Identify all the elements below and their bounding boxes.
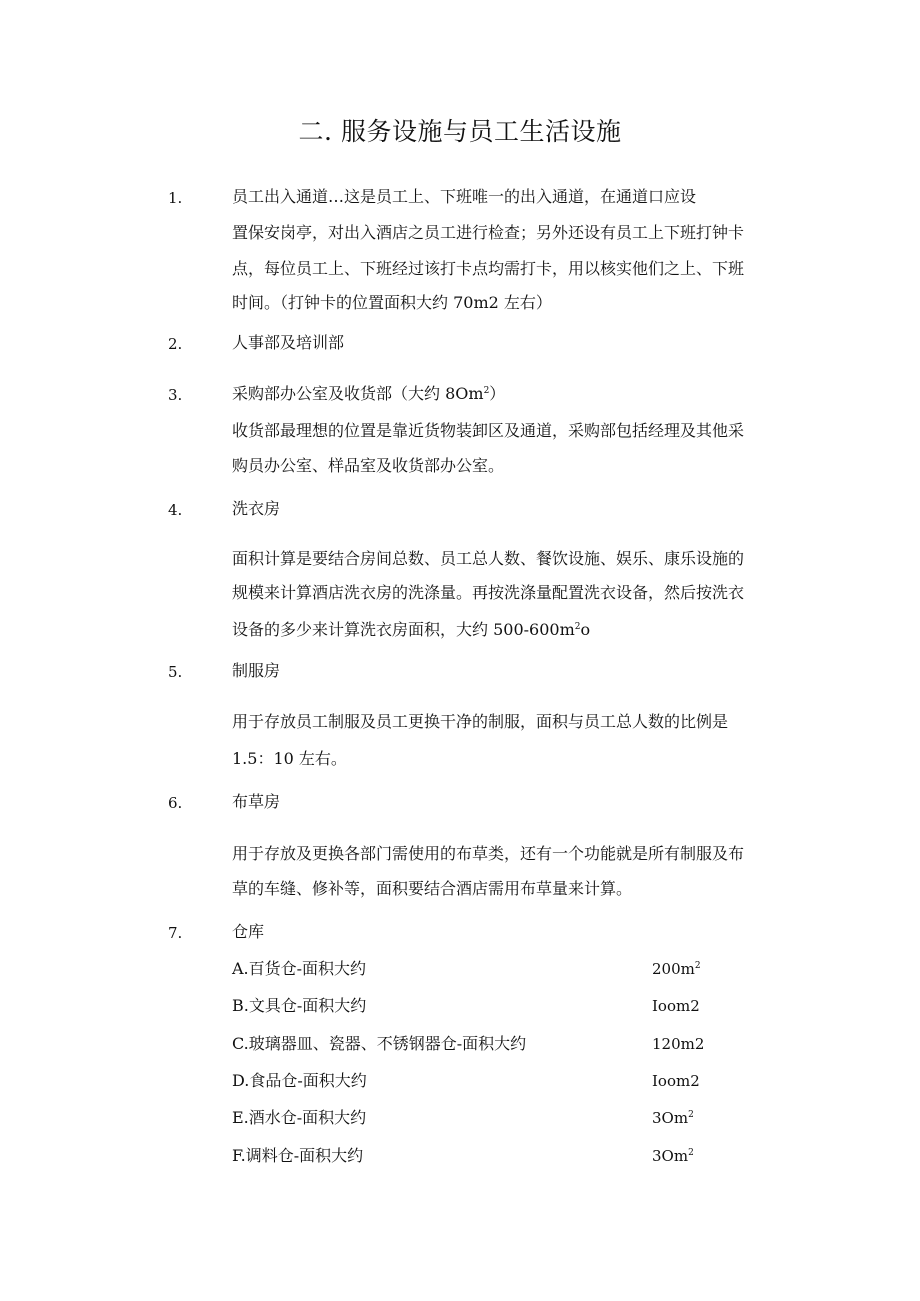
item-heading: 制服房 xyxy=(232,661,281,680)
warehouse-label: F.调料仓-面积大约 xyxy=(232,1146,364,1165)
paragraph-line: 点，每位员工上、下班经过该打卡点均需打卡，用以核实他们之上、下班 xyxy=(232,259,745,278)
warehouse-area xyxy=(652,1145,694,1167)
paragraph-line xyxy=(232,619,590,641)
item-number: 7. xyxy=(168,924,183,942)
item-number: 6. xyxy=(168,794,183,812)
paragraph-line: 用于存放及更换各部门需使用的布草类，还有一个功能就是所有制服及布 xyxy=(232,844,745,863)
warehouse-area xyxy=(652,1033,704,1055)
warehouse-label: D.食品仓-面积大约 xyxy=(232,1071,367,1090)
item-number: 5. xyxy=(168,663,183,681)
warehouse-label: E.酒水仓-面积大约 xyxy=(232,1108,367,1127)
area-text: 3Om xyxy=(652,1109,689,1127)
item-number: 4. xyxy=(168,501,183,519)
warehouse-area xyxy=(652,1107,694,1129)
paragraph-line: 规模来计算酒店洗衣房的洗涤量。再按洗涤量配置洗衣设备，然后按洗衣 xyxy=(232,583,745,602)
area-text: Ioom2 xyxy=(652,997,700,1015)
item-heading: 人事部及培训部 xyxy=(232,333,345,352)
item-heading: 仓库 xyxy=(232,922,265,941)
superscript: 2 xyxy=(688,1110,694,1120)
area-text: 200m xyxy=(652,960,695,978)
heading-tail: ） xyxy=(489,384,506,403)
warehouse-label: B.文具仓-面积大约 xyxy=(232,996,367,1015)
item-heading: 布草房 xyxy=(232,792,281,811)
item-number: 2. xyxy=(168,335,183,353)
warehouse-area xyxy=(652,995,700,1017)
item-number: 3. xyxy=(168,386,183,404)
superscript: 2 xyxy=(688,1148,694,1158)
line-text: 设备的多少来计算洗衣房面积，大约 500-600m xyxy=(232,620,575,639)
heading-text: 采购部办公室及收货部（大约 8Om xyxy=(232,384,484,403)
item-heading: 洗衣房 xyxy=(232,499,281,518)
warehouse-area xyxy=(652,958,701,980)
superscript: 2 xyxy=(694,961,701,971)
paragraph-line: 草的车缝、修补等，面积要结合酒店需用布草量来计算。 xyxy=(232,879,633,898)
item-heading xyxy=(232,383,505,405)
superscript: 2 xyxy=(574,622,581,632)
item-heading: 员工出入通道…这是员工上、下班唯一的出入通道，在通道口应设 xyxy=(232,187,697,206)
paragraph-line: 1.5：10 左右。 xyxy=(232,749,347,768)
area-text: 120m2 xyxy=(652,1035,705,1053)
paragraph-line: 置保安岗亭，对出入酒店之员工进行检查；另外还设有员工上下班打钟卡 xyxy=(232,223,745,242)
paragraph-line: 购员办公室、样品室及收货部办公室。 xyxy=(232,456,505,475)
area-text: Ioom2 xyxy=(652,1072,700,1090)
paragraph-line: 用于存放员工制服及员工更换干净的制服，面积与员工总人数的比例是 xyxy=(232,712,729,731)
paragraph-line: 收货部最理想的位置是靠近货物装卸区及通道，采购部包括经理及其他采 xyxy=(232,421,745,440)
superscript: 2 xyxy=(483,386,490,396)
paragraph-line: 时间。（打钟卡的位置面积大约 70m2 左右） xyxy=(232,293,552,312)
area-text: 3Om xyxy=(652,1147,689,1165)
line-tail: o xyxy=(580,620,591,639)
paragraph-line: 面积计算是要结合房间总数、员工总人数、餐饮设施、娱乐、康乐设施的 xyxy=(232,549,745,568)
page-title: 二. 服务设施与员工生活设施 xyxy=(298,117,622,146)
warehouse-label: A.百货仓-面积大约 xyxy=(232,959,367,978)
item-number: 1. xyxy=(168,189,183,207)
warehouse-area xyxy=(652,1070,700,1092)
warehouse-label: C.玻璃器皿、瓷器、不锈钢器仓-面积大约 xyxy=(232,1034,527,1053)
